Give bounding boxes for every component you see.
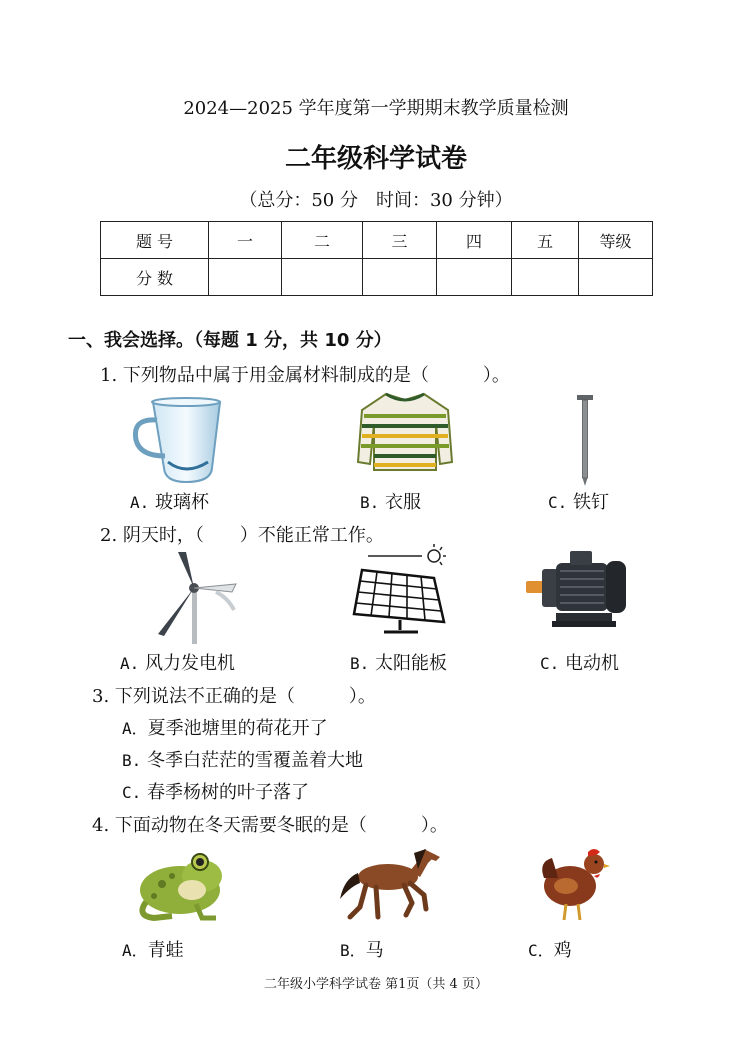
question-3-text: 3. 下列说法不正确的是（ ）。 [92,686,376,707]
chicken-icon [538,844,614,924]
option-text: 夏季池塘里的荷花开了 [147,718,328,739]
option-label: C. [540,654,560,673]
option-label: A. [120,654,140,673]
score-input-cell[interactable] [363,259,437,296]
score-table-cell: 三 [363,222,437,259]
score-table-cell: 五 [512,222,579,259]
option-text: 春季杨树的叶子落了 [147,782,309,803]
option-text: 青蛙 [147,940,184,961]
q4-option-a[interactable] [122,936,184,962]
option-label: A. [130,493,150,512]
q1-option-b[interactable] [360,488,421,514]
score-table-cell: 题 号 [101,222,209,259]
option-text: 马 [365,940,384,961]
glass-cup-icon [128,396,226,486]
option-text: 铁钉 [573,492,609,513]
score-input-cell[interactable] [437,259,512,296]
score-input-cell[interactable] [579,259,653,296]
q4-option-c[interactable] [528,936,572,962]
option-label: C. [122,783,142,802]
q2-option-b[interactable] [350,649,447,675]
score-input-cell[interactable] [512,259,579,296]
horse-icon [336,843,442,923]
frog-icon [132,846,228,922]
option-label: B. [122,751,142,770]
question-2-text: 2. 阴天时，（ ）不能正常工作。 [100,525,384,546]
page-footer: 二年级小学科学试卷 第1页（共 4 页） [264,977,488,992]
electric-motor-icon [526,543,630,635]
exam-subtitle: （总分：50 分 时间：30 分钟） [239,190,513,211]
score-table-cell: 二 [282,222,363,259]
option-label: B. [360,493,380,512]
sweater-icon [356,390,454,472]
score-table-cell: 一 [209,222,282,259]
q2-option-c[interactable] [540,649,619,675]
option-label: B. [350,654,370,673]
score-table-cell: 分 数 [101,259,209,296]
score-table-header-row [101,222,653,259]
option-text: 太阳能板 [375,653,447,674]
q2-option-a[interactable] [120,649,235,675]
score-input-cell[interactable] [282,259,363,296]
exam-header-line: 2024—2025 学年度第一学期期末教学质量检测 [183,98,569,119]
score-input-cell[interactable] [209,259,282,296]
option-label: B． [340,941,366,960]
q4-option-b[interactable] [340,936,384,962]
wind-turbine-icon [150,548,240,646]
q1-option-a[interactable] [130,488,209,514]
option-text: 鸡 [553,940,572,961]
score-table [100,221,653,296]
solar-panel-icon [352,544,450,636]
question-1-text: 1. 下列物品中属于用金属材料制成的是（ ）。 [100,365,510,386]
q3-option-b[interactable] [122,746,363,772]
question-4-text: 4. 下面动物在冬天需要冬眠的是（ ）。 [92,815,448,836]
option-label: C. [548,493,568,512]
option-label: A． [122,941,148,960]
score-table-cell: 等级 [579,222,653,259]
q3-option-a[interactable] [122,714,328,740]
score-table-score-row [101,259,653,296]
option-text: 电动机 [565,653,619,674]
section-heading: 一、我会选择。（每题 1 分，共 10 分） [68,330,392,351]
nail-icon [574,395,596,487]
q3-option-c[interactable] [122,778,309,804]
score-table-cell: 四 [437,222,512,259]
option-text: 风力发电机 [145,653,235,674]
q1-option-c[interactable] [548,488,609,514]
option-text: 衣服 [385,492,421,513]
option-text: 冬季白茫茫的雪覆盖着大地 [147,750,363,771]
option-label: C． [528,941,554,960]
option-label: A． [122,719,148,738]
option-text: 玻璃杯 [155,492,209,513]
exam-title: 二年级科学试卷 [284,144,467,174]
